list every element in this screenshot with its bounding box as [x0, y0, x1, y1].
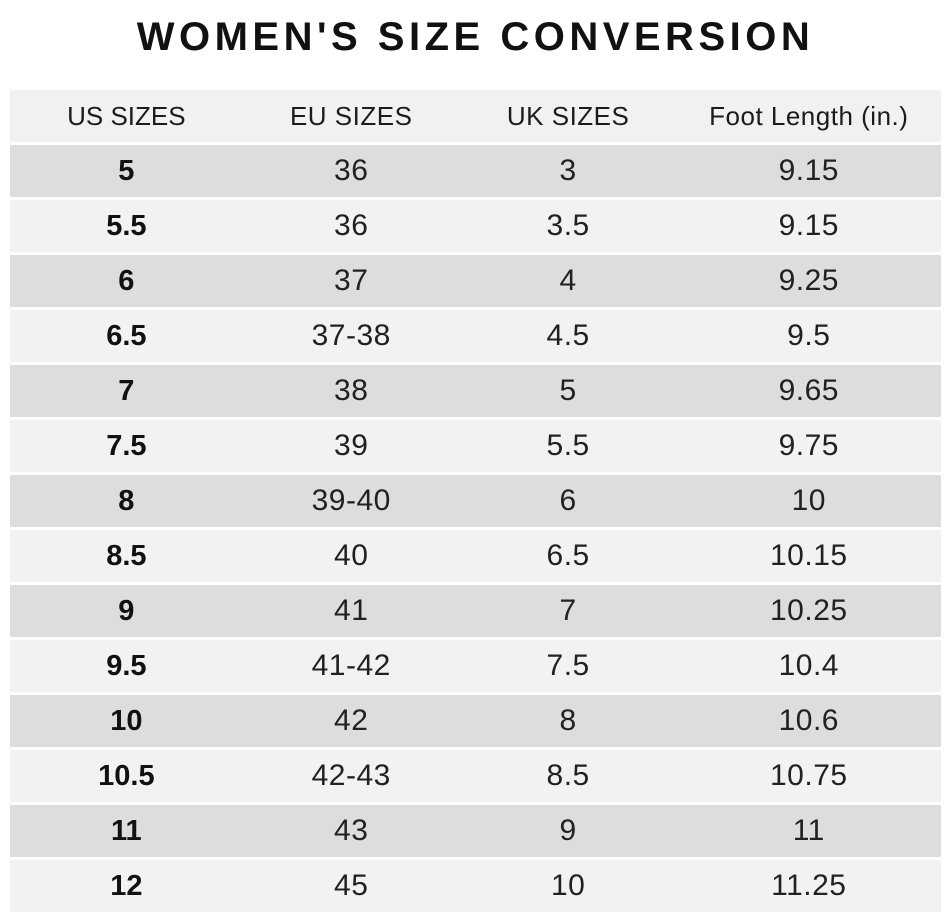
table-cell: 45 [334, 869, 369, 902]
table-cell: 9 [559, 814, 577, 847]
table-cell-us-size: 9 [118, 594, 135, 627]
table-cell: 42 [334, 704, 369, 737]
table-cell: 36 [334, 209, 369, 242]
table-cell-us-size: 5 [118, 154, 135, 187]
table-cell: 9.75 [778, 429, 839, 462]
table-cell: 10 [791, 484, 826, 517]
table-cell-us-size: 12 [110, 869, 143, 902]
table-cell: 39 [334, 429, 369, 462]
table-row [10, 145, 941, 197]
table-cell: 7.5 [546, 649, 590, 682]
page-title: WOMEN'S SIZE CONVERSION [136, 15, 815, 59]
table-cell: 41-42 [311, 649, 391, 682]
table-cell: 3.5 [546, 209, 590, 242]
table-cell-us-size: 6 [118, 264, 135, 297]
table-cell: 5 [559, 374, 577, 407]
table-cell: 10.6 [778, 704, 839, 737]
table-cell-us-size: 10.5 [98, 759, 155, 792]
table-cell: 6.5 [546, 539, 590, 572]
table-row [10, 420, 941, 472]
table-cell: 40 [334, 539, 369, 572]
table-cell: 9.15 [778, 154, 839, 187]
table-cell: 10.15 [770, 539, 848, 572]
size-conversion-table [10, 90, 941, 912]
table-cell-us-size: 5.5 [106, 209, 147, 242]
table-cell: 41 [334, 594, 369, 627]
table-cell: 5.5 [546, 429, 590, 462]
column-header-eu-sizes: EU SIZES [289, 100, 413, 131]
table-row [10, 640, 941, 692]
table-cell: 9.65 [778, 374, 839, 407]
table-row [10, 530, 941, 582]
table-cell: 9.15 [778, 209, 839, 242]
table-row [10, 475, 941, 527]
table-cell: 10 [550, 869, 586, 902]
table-cell: 37-38 [311, 319, 391, 352]
table-row [10, 695, 941, 747]
table-cell: 10.75 [770, 759, 848, 792]
table-cell: 4.5 [546, 319, 590, 352]
table-cell: 7 [559, 594, 577, 627]
table-cell-us-size: 7 [118, 374, 135, 407]
table-row [10, 310, 941, 362]
table-cell-us-size: 7.5 [106, 429, 147, 462]
table-cell: 37 [334, 264, 369, 297]
table-cell: 42-43 [311, 759, 391, 792]
table-cell: 38 [334, 374, 369, 407]
table-cell: 11.25 [771, 869, 847, 902]
table-row [10, 365, 941, 417]
table-row [10, 585, 941, 637]
column-header-foot-length: Foot Length (in.) [709, 100, 909, 131]
table-cell: 36 [334, 154, 369, 187]
table-cell: 43 [334, 814, 369, 847]
column-header-uk-sizes: UK SIZES [506, 100, 630, 131]
table-cell: 9.25 [778, 264, 839, 297]
table-row [10, 200, 941, 252]
table-cell-us-size: 8.5 [106, 539, 147, 572]
table-header-row [10, 90, 941, 142]
table-cell: 10.4 [778, 649, 839, 682]
column-header-us-sizes: US SIZES [67, 100, 186, 131]
table-row [10, 255, 941, 307]
table-cell: 10.25 [770, 594, 848, 627]
table-cell: 11 [792, 814, 825, 847]
table-cell: 8 [559, 704, 577, 737]
table-cell-us-size: 9.5 [106, 649, 147, 682]
table-row [10, 750, 941, 802]
table-cell: 39-40 [311, 484, 391, 517]
table-cell: 4 [559, 264, 577, 297]
table-row [10, 805, 941, 857]
table-cell-us-size: 11 [111, 814, 142, 847]
table-cell-us-size: 8 [118, 484, 135, 517]
table-cell-us-size: 6.5 [106, 319, 147, 352]
table-cell: 8.5 [546, 759, 590, 792]
table-row [10, 860, 941, 912]
table-cell: 6 [559, 484, 577, 517]
table-cell: 9.5 [787, 319, 831, 352]
table-cell-us-size: 10 [110, 704, 143, 737]
table-cell: 3 [559, 154, 577, 187]
